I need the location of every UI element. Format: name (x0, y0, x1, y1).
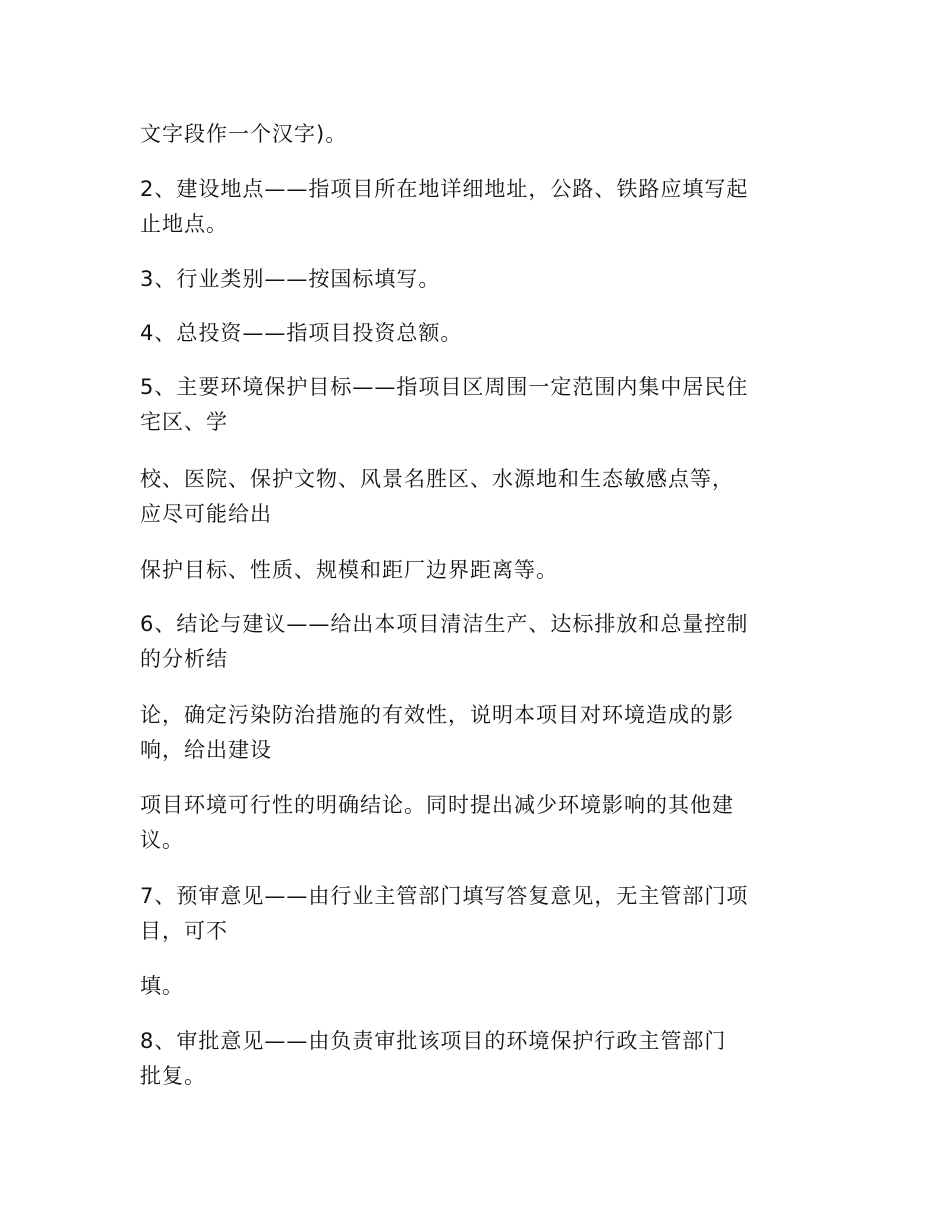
paragraph-item-8: 8、审批意见——由负责审批该项目的环境保护行政主管部门 批复。 (140, 1029, 727, 1088)
paragraph-item-6: 6、结论与建议——给出本项目清洁生产、达标排放和总量控制 的分析结 (140, 612, 749, 671)
paragraph-item-4: 4、总投资——指项目投资总额。 (140, 321, 463, 345)
paragraph-item-5-continued-1: 校、医院、保护文物、风景名胜区、水源地和生态敏感点等， 应尽可能给出 (140, 467, 734, 526)
paragraph-item-5-continued-2: 保护目标、性质、规模和距厂边界距离等。 (140, 558, 558, 582)
paragraph-item-6-continued-1: 论，确定污染防治措施的有效性，说明本项目对环境造成的影 响，给出建设 (140, 703, 734, 762)
paragraph-item-5: 5、主要环境保护目标——指项目区周围一定范围内集中居民住 宅区、学 (140, 375, 749, 434)
paragraph-item-3: 3、行业类别——按国标填写。 (140, 267, 441, 291)
paragraph-intro-tail: 文字段作一个汉字)。 (140, 122, 348, 146)
paragraph-item-7: 7、预审意见——由行业主管部门填写答复意见，无主管部门项 目，可不 (140, 884, 749, 943)
paragraph-item-6-continued-2: 项目环境可行性的明确结论。同时提出减少环境影响的其他建 议。 (140, 793, 734, 852)
paragraph-item-2: 2、建设地点——指项目所在地详细地址，公路、铁路应填写起 止地点。 (140, 177, 749, 236)
paragraph-item-7-continued: 填。 (140, 974, 184, 998)
